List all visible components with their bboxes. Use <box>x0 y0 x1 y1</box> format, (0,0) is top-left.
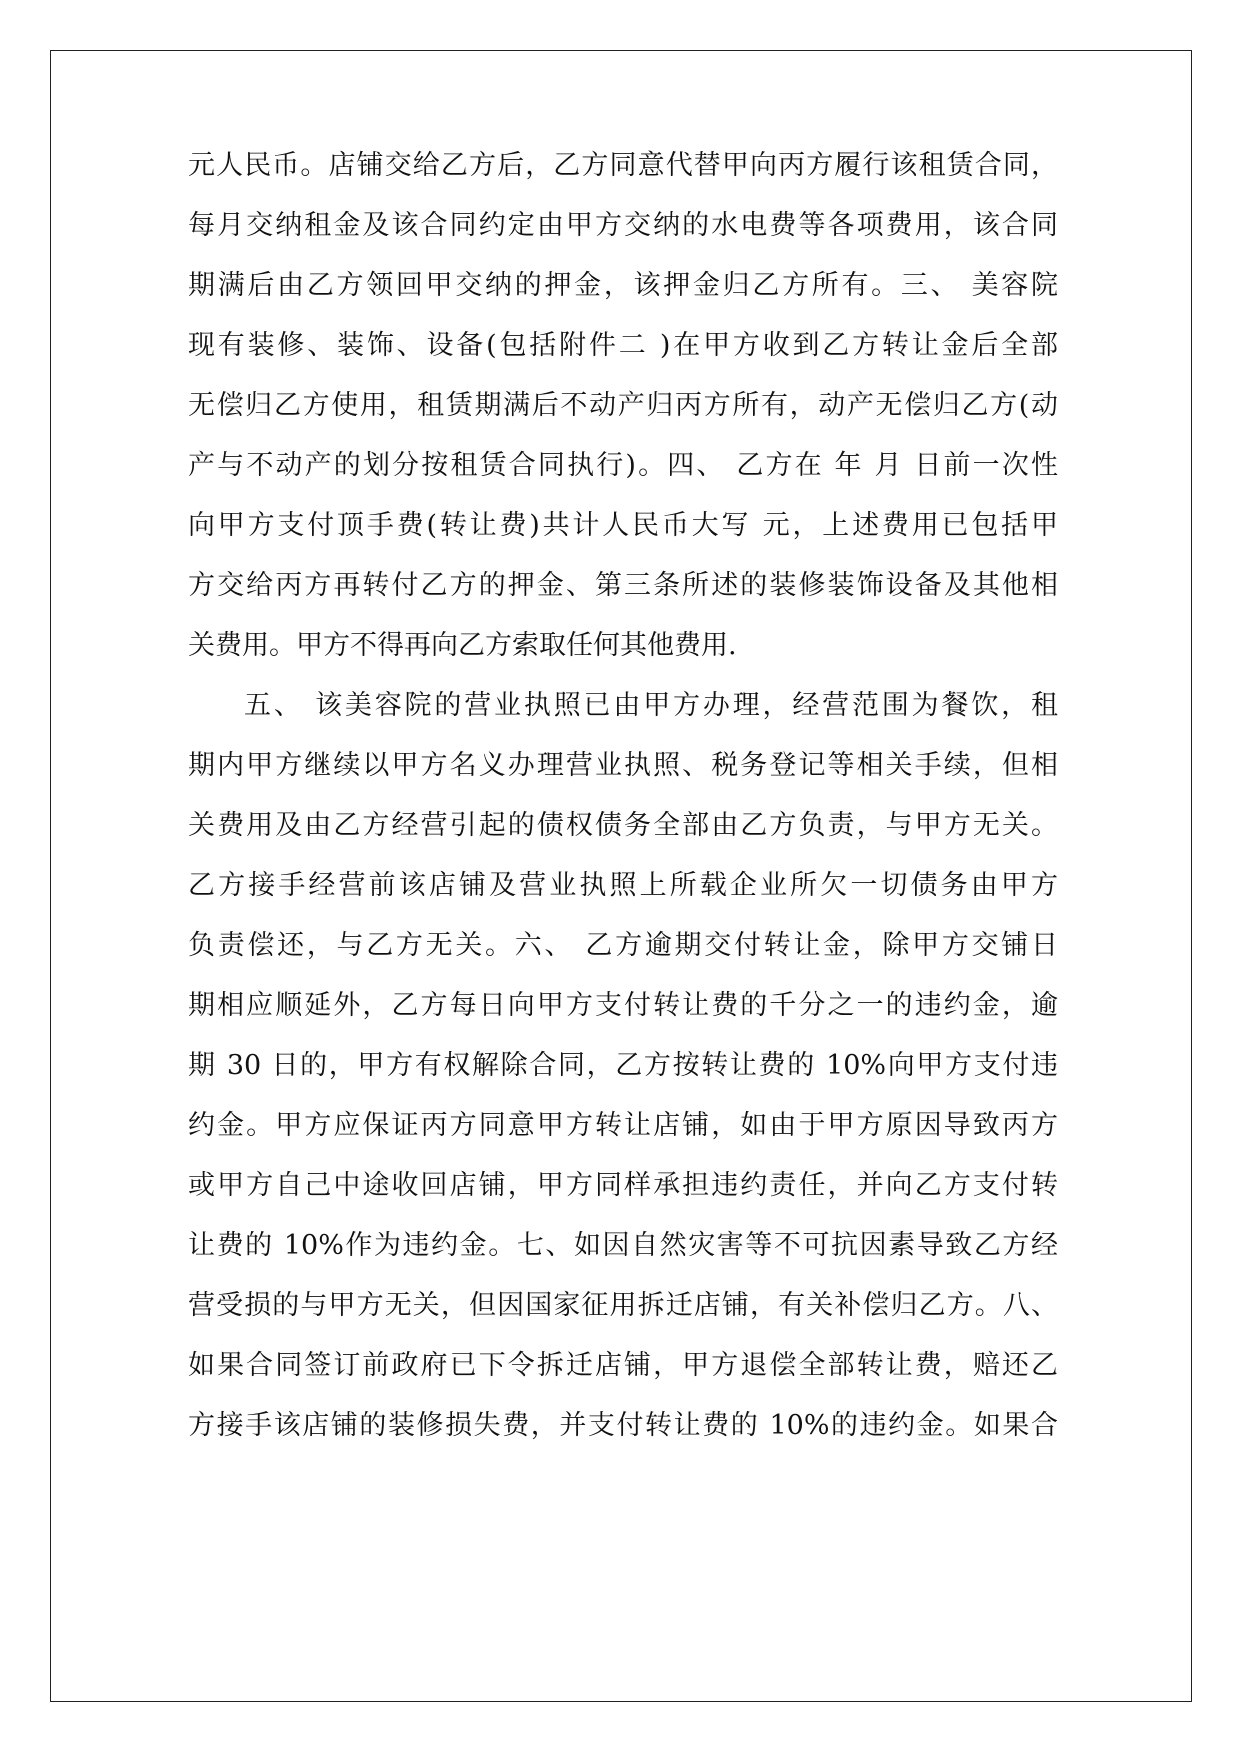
text-line-16: 期 30 日的，甲方有权解除合同，乙方按转让费的 10%向甲方支付违 <box>188 1050 1058 1081</box>
text-line-6: 产与不动产的划分按租赁合同执行)。四、 乙方在 年 月 日前一次性 <box>188 450 1058 481</box>
text-line-18: 或甲方自己中途收回店铺，甲方同样承担违约责任，并向乙方支付转 <box>188 1170 1058 1201</box>
text-line-13: 乙方接手经营前该店铺及营业执照上所载企业所欠一切债务由甲方 <box>188 870 1058 901</box>
text-line-22: 方接手该店铺的装修损失费，并支付转让费的 10%的违约金。如果合 <box>188 1410 1058 1441</box>
text-line-21: 如果合同签订前政府已下令拆迁店铺，甲方退偿全部转让费，赔还乙 <box>188 1350 1058 1381</box>
text-line-15: 期相应顺延外，乙方每日向甲方支付转让费的千分之一的违约金，逾 <box>188 990 1058 1021</box>
text-line-17: 约金。甲方应保证丙方同意甲方转让店铺，如由于甲方原因导致丙方 <box>188 1110 1058 1141</box>
text-line-8: 方交给丙方再转付乙方的押金、第三条所述的装修装饰设备及其他相 <box>188 570 1058 601</box>
text-line-4: 现有装修、装饰、设备(包括附件二 )在甲方收到乙方转让金后全部 <box>188 330 1058 361</box>
text-line-7: 向甲方支付顶手费(转让费)共计人民币大写 元，上述费用已包括甲 <box>188 510 1058 541</box>
text-line-3: 期满后由乙方领回甲交纳的押金，该押金归乙方所有。三、 美容院 <box>188 270 1058 301</box>
text-line-1: 元人民币。店铺交给乙方后，乙方同意代替甲向丙方履行该租赁合同， <box>188 150 1058 181</box>
text-line-2: 每月交纳租金及该合同约定由甲方交纳的水电费等各项费用，该合同 <box>188 210 1058 241</box>
text-line-20: 营受损的与甲方无关，但因国家征用拆迁店铺，有关补偿归乙方。八、 <box>188 1290 1058 1321</box>
text-line-19: 让费的 10%作为违约金。七、如因自然灾害等不可抗因素导致乙方经 <box>188 1230 1058 1261</box>
text-line-14: 负责偿还，与乙方无关。六、 乙方逾期交付转让金，除甲方交铺日 <box>188 930 1058 961</box>
text-line-9: 关费用。甲方不得再向乙方索取任何其他费用. <box>188 630 737 661</box>
text-line-10: 五、 该美容院的营业执照已由甲方办理，经营范围为餐饮，租 <box>244 690 1058 721</box>
text-line-5: 无偿归乙方使用，租赁期满后不动产归丙方所有，动产无偿归乙方(动 <box>188 390 1058 421</box>
text-line-12: 关费用及由乙方经营引起的债权债务全部由乙方负责，与甲方无关。 <box>188 810 1058 841</box>
text-line-11: 期内甲方继续以甲方名义办理营业执照、税务登记等相关手续，但相 <box>188 750 1058 781</box>
